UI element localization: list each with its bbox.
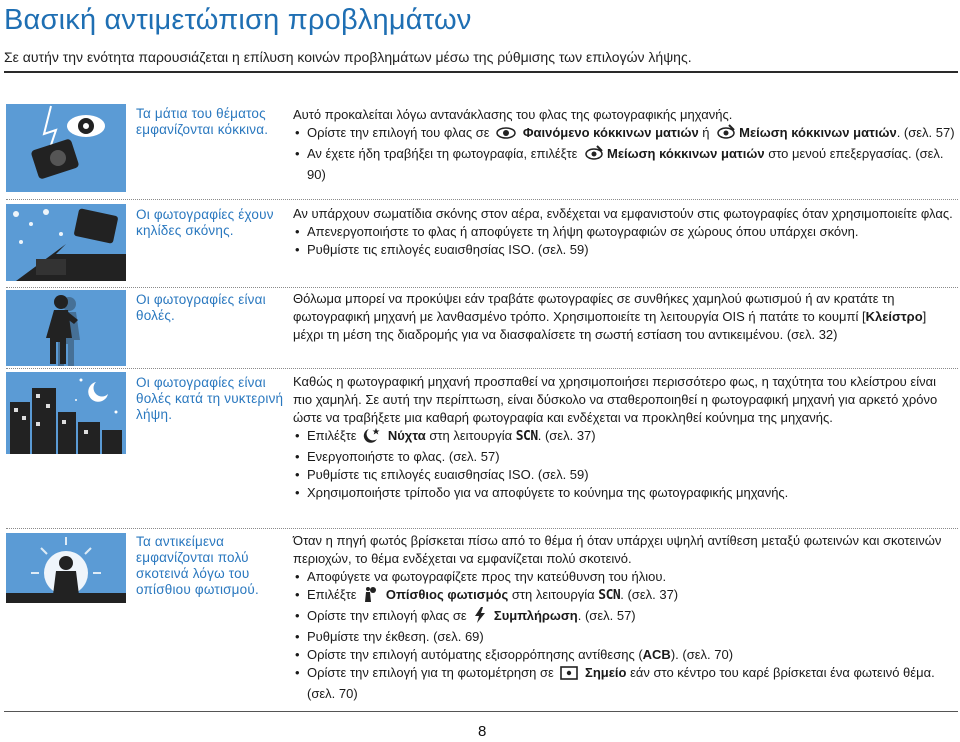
scn-icon: SCN	[598, 588, 621, 603]
night-bullet-3: • Ρυθμίστε τις επιλογές ευαισθησίας ISO. (σελ. 59)	[293, 466, 957, 484]
section-divider	[6, 287, 958, 288]
section-divider	[6, 199, 958, 200]
night-label: Οι φωτογραφίες είναι θολές κατά τη νυκτερινή λήψη.	[136, 375, 284, 422]
blurry-text: Θόλωμα μπορεί να προκύψει εάν τραβάτε φωτογραφίες σε συνθήκες χαμηλού φωτισμού ή αν κρατάτε τη φωτογραφική μηχανή με λανθασμένο τρόπο. Χρησιμοποιείτε τη λειτουργία OIS ή πατάτε το κουμπί [Κλείστρο] μέχρι τη μέση της διαδρομής για να διασφαλίσετε τη σωστή εστίαση του αντικειμένου. (σελ. 32)	[293, 291, 927, 342]
blurry-content	[293, 290, 957, 344]
footer-divider	[4, 711, 958, 712]
page-number: 8	[478, 723, 487, 740]
backlight-intro: Όταν η πηγή φωτός βρίσκεται πίσω από το θέμα ή όταν υπάρχει υψηλή αντίθεση μεταξύ φωτεινών και σκοτεινών περιοχών, το θέμα ενδέχεται να εμφανίζεται πολύ σκοτεινό.	[293, 533, 942, 566]
red-eye-label: Τα μάτια του θέματος εμφανίζονται κόκκινα.	[136, 106, 269, 137]
section-divider	[6, 368, 958, 369]
eye-icon	[496, 126, 516, 145]
dust-content	[293, 205, 957, 259]
night-bullet-4: • Χρησιμοποιήστε τρίποδο για να αποφύγετε το κούνημα της φωτογραφικής μηχανής.	[293, 484, 957, 502]
scn-icon: SCN	[515, 429, 538, 444]
backlight-illustration	[6, 533, 126, 603]
night-bullet-1: • Επιλέξτε Νύχτα στη λειτουργία SCN. (σελ. 37)	[293, 427, 957, 448]
backlight-bullet-1: • Αποφύγετε να φωτογραφίζετε προς την κατεύθυνση του ήλιου.	[293, 568, 957, 586]
dust-bullet-1: • Απενεργοποιήστε το φλας ή αποφύγετε τη λήψη φωτογραφιών σε χώρους όπου υπάρχει σκόνη.	[293, 223, 957, 241]
dust-intro: Αν υπάρχουν σωματίδια σκόνης στον αέρα, ενδέχεται να εμφανιστούν στις φωτογραφίες όταν χρησιμοποιείτε φλας.	[293, 206, 953, 221]
dust-illustration	[6, 204, 126, 281]
spot-metering-icon	[560, 666, 578, 685]
page-title: Βασική αντιμετώπιση προβλημάτων	[4, 4, 472, 36]
blurry-illustration	[6, 290, 126, 366]
night-bullet-2: • Ενεργοποιήστε το φλας. (σελ. 57)	[293, 448, 957, 466]
dust-label: Οι φωτογραφίες έχουν κηλίδες σκόνης.	[136, 207, 274, 238]
backlight-bullet-3: • Ορίστε την επιλογή φλας σε Συμπλήρωση. (σελ. 57)	[293, 607, 957, 628]
backlight-bullet-6: • Ορίστε την επιλογή για τη φωτομέτρηση σε Σημείο εάν στο κέντρο του καρέ βρίσκεται ένα φωτεινό θέμα. (σελ. 70)	[293, 664, 957, 703]
dust-bullet-2: • Ρυθμίστε τις επιλογές ευαισθησίας ISO. (σελ. 59)	[293, 241, 957, 259]
header-divider	[4, 71, 958, 73]
red-eye-intro: Αυτό προκαλείται λόγω αντανάκλασης του φλας της φωτογραφικής μηχανής.	[293, 107, 733, 122]
night-content	[293, 373, 957, 502]
backlight-content	[293, 532, 957, 703]
backlight-label: Τα αντικείμενα εμφανίζονται πολύ σκοτεινά λόγω του οπίσθιου φωτισμού.	[136, 534, 259, 597]
red-eye-bullet-2: • Αν έχετε ήδη τραβήξει τη φωτογραφία, επιλέξτε Μείωση κόκκινων ματιών στο μενού επεξεργασίας. (σελ. 90)	[293, 145, 957, 184]
red-eye-content	[293, 106, 957, 184]
red-eye-bullet-1: • Ορίστε την επιλογή του φλας σε Φαινόμενο κόκκινων ματιών ή Μείωση κόκκινων ματιών. (σελ. 57)	[293, 124, 957, 145]
backlight-bullet-5: • Ορίστε την επιλογή αυτόματης εξισορρόπησης αντίθεσης (ACB). (σελ. 70)	[293, 646, 957, 664]
fill-flash-icon	[473, 607, 487, 628]
night-mode-icon	[363, 427, 381, 448]
page-subtitle: Σε αυτήν την ενότητα παρουσιάζεται η επίλυση κοινών προβλημάτων μέσω της ρύθμισης των επιλογών λήψης.	[4, 49, 692, 65]
red-eye-fix-icon	[716, 124, 736, 145]
section-divider	[6, 528, 958, 529]
backlight-mode-icon	[363, 586, 379, 607]
backlight-bullet-4: • Ρυθμίστε την έκθεση. (σελ. 69)	[293, 628, 957, 646]
red-eye-fix-icon	[584, 145, 604, 166]
backlight-bullet-2: • Επιλέξτε Οπίσθιος φωτισμός στη λειτουργία SCN. (σελ. 37)	[293, 586, 957, 607]
blurry-label: Οι φωτογραφίες είναι θολές.	[136, 292, 266, 323]
night-illustration	[6, 372, 126, 454]
red-eye-illustration	[6, 104, 126, 192]
night-intro: Καθώς η φωτογραφική μηχανή προσπαθεί να χρησιμοποιήσει περισσότερο φως, η ταχύτητα του κλείστρου είναι πιο χαμηλή. Σε αυτή την περίπτωση, είναι δύσκολο να σταθεροποιηθεί η φωτογραφική μηχανή για αρκετό χρόνο ώστε να τραβήξετε μια καθαρή φωτογραφία και ενδέχεται να προκληθεί κούνημα της μηχανής.	[293, 374, 938, 425]
